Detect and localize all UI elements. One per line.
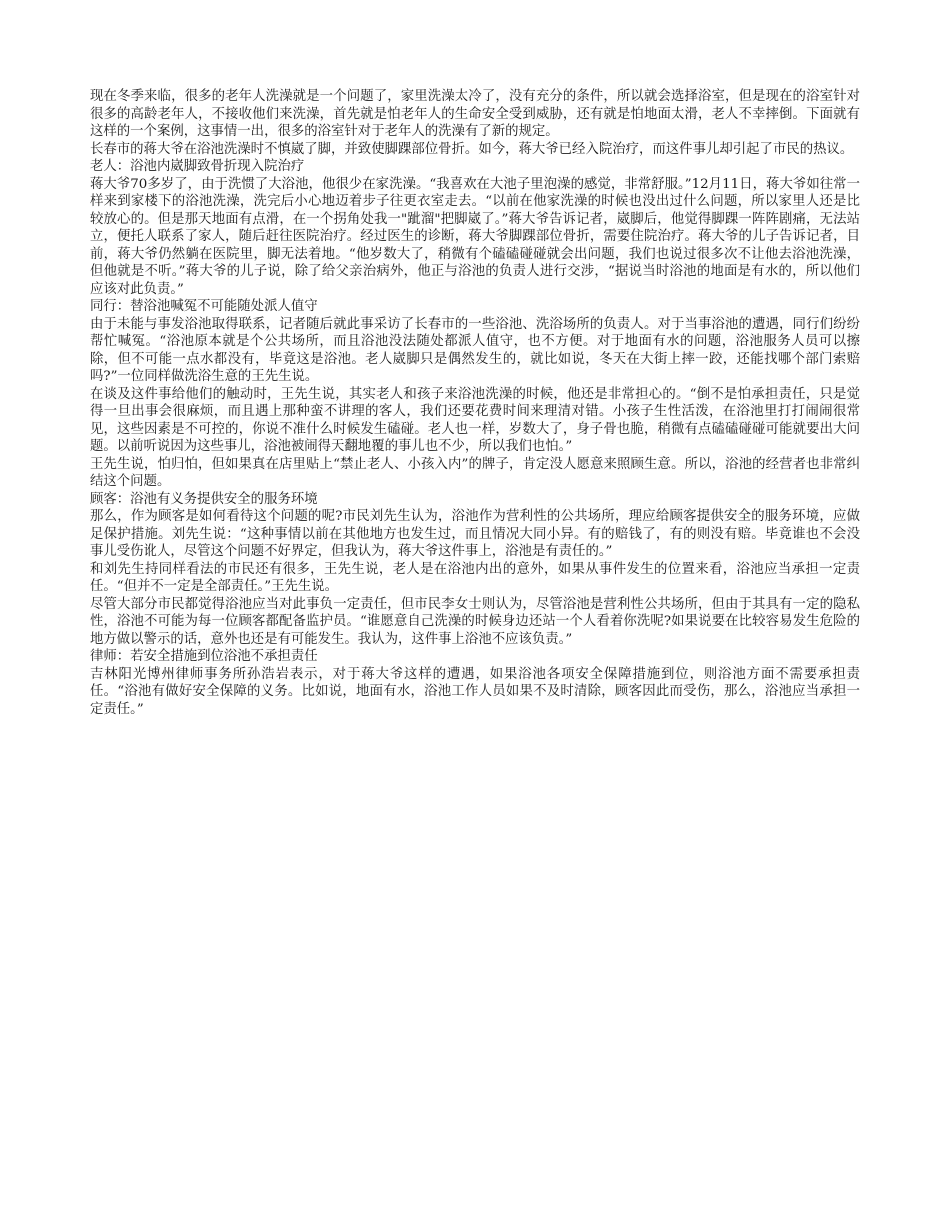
section-heading-customers: 顾客：浴池有义务提供安全的服务环境	[90, 491, 318, 507]
peers-paragraph-1: 由于未能与事发浴池取得联系，记者随后就此事采访了长春市的一些浴池、洗浴场所的负责人。对于当事浴池的遭遇，同行们纷纷帮忙喊冤。“浴池原本就是个公共场所，而且浴池没法随处都派人值守，也不方便。对于地面有水的问题，浴池服务人员可以擦除，但不可能一点水都没有，毕竟这是浴池。老人崴脚只是偶然发生的，就比如说，冬天在大街上摔一跤，还能找哪个部门索赔吗?”一位同样做洗浴生意的王先生说。	[90, 316, 860, 384]
elderly-paragraph: 蒋大爷70多岁了，由于洗惯了大浴池，他很少在家洗澡。“我喜欢在大池子里泡澡的感觉，非常舒服。”12月11日，蒋大爷如往常一样来到家楼下的浴池洗澡，洗完后小心地迈着步子往更衣室走去。“以前在他家洗澡的时候也没出过什么问题，所以家里人还是比较放心的。但是那天地面有点滑，在一个拐角处我一"跐溜"把脚崴了。”蒋大爷告诉记者，崴脚后，他觉得脚踝一阵阵剧痛，无法站立，便托人联系了家人，随后赶往医院治疗。经过医生的诊断，蒋大爷脚踝部位骨折，需要住院治疗。蒋大爷的儿子告诉记者，目前，蒋大爷仍然躺在医院里，脚无法着地。“他岁数大了，稍微有个磕磕碰碰就会出问题，我们也说过很多次不让他去浴池洗澡，但他就是不听。”蒋大爷的儿子说，除了给父亲治病外，他正与浴池的负责人进行交涉，“据说当时浴池的地面是有水的，所以他们应该对此负责。”	[90, 176, 860, 297]
peers-paragraph-3: 王先生说，怕归怕，但如果真在店里贴上“禁止老人、小孩入内”的牌子，肯定没人愿意来照顾生意。所以，浴池的经营者也非常纠结这个问题。	[90, 456, 860, 489]
customers-paragraph-1: 那么，作为顾客是如何看待这个问题的呢?市民刘先生认为，浴池作为营利性的公共场所，理应给顾客提供安全的服务环境，应做足保护措施。刘先生说：“这种事情以前在其他地方也发生过，而且情况大同小异。有的赔钱了，有的则没有赔。毕竟谁也不会没事儿受伤讹人，尽管这个问题不好界定，但我认为，蒋大爷这件事上，浴池是有责任的。”	[90, 509, 860, 559]
peers-paragraph-2: 在谈及这件事给他们的触动时，王先生说，其实老人和孩子来浴池洗澡的时候，他还是非常担心的。“倒不是怕承担责任，只是觉得一旦出事会很麻烦，而且遇上那种蛮不讲理的客人，我们还要花费时间来理清对错。小孩子生性活泼，在浴池里打打闹闹很常见，这些因素是不可控的，你说不准什么时候发生磕碰。老人也一样，岁数大了，身子骨也脆，稍微有点磕磕碰碰可能就要出大问题。以前听说因为这些事儿，浴池被闹得天翻地覆的事儿也不少，所以我们也怕。”	[90, 386, 860, 454]
section-heading-elderly: 老人：浴池内崴脚致骨折现入院治疗	[90, 159, 305, 174]
customers-paragraph-2: 和刘先生持同样看法的市民还有很多，王先生说，老人是在浴池内出的意外，如果从事件发生的位置来看，浴池应当承担一定责任。“但并不一定是全部责任。”王先生说。	[90, 561, 860, 594]
section-heading-peers: 同行：替浴池喊冤不可能随处派人值守	[90, 299, 318, 314]
section-heading-lawyer: 律师：若安全措施到位浴池不承担责任	[90, 649, 318, 664]
customers-paragraph-3: 尽管大部分市民都觉得浴池应当对此事负一定责任，但市民李女士则认为，尽管浴池是营利性公共场所，但由于其具有一定的隐私性，浴池不可能为每一位顾客都配备监护员。“谁愿意自己洗澡的时候身边还站一个人看着你洗呢?如果说要在比较容易发生危险的地方做以警示的话，意外也还是有可能发生。我认为，这件事上浴池不应该负责。”	[90, 596, 860, 647]
intro-paragraph: 现在冬季来临，很多的老年人洗澡就是一个问题了，家里洗澡太冷了，没有充分的条件，所以就会选择浴室，但是现在的浴室针对很多的高龄老年人，不接收他们来洗澡，首先就是怕老年人的生命安全受到威胁，还有就是怕地面太滑，老人不幸摔倒。下面就有这样的一个案例，这事情一出，很多的浴室针对于老年人的洗澡有了新的规定。	[90, 89, 860, 139]
summary-paragraph: 长春市的蒋大爷在浴池洗澡时不慎崴了脚，并致使脚踝部位骨折。如今，蒋大爷已经入院治疗，而这件事儿却引起了市民的热议。	[90, 141, 854, 157]
lawyer-paragraph: 吉林阳光博州律师事务所孙浩岩表示，对于蒋大爷这样的遭遇，如果浴池各项安全保障措施到位，则浴池方面不需要承担责任。“浴池有做好安全保障的义务。比如说，地面有水，浴池工作人员如果不及时清除，顾客因此而受伤，那么，浴池应当承担一定责任。”	[90, 666, 860, 717]
article-body	[90, 88, 860, 718]
